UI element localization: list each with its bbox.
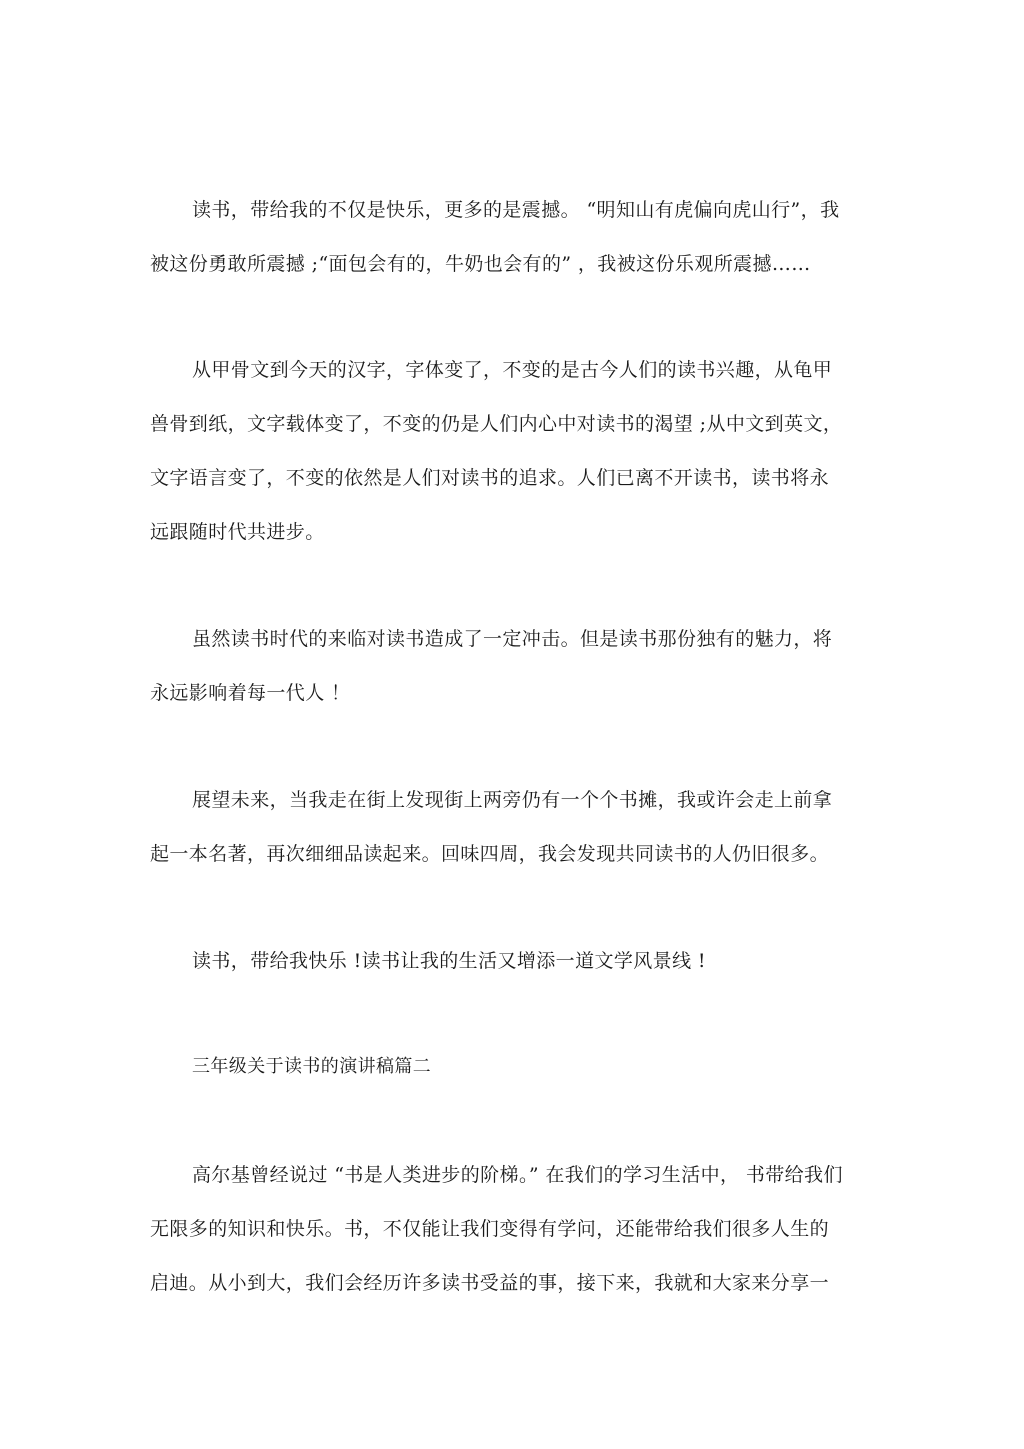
paragraph-2-line-4: 远跟随时代共进步。 [150, 521, 325, 543]
paragraph-2-line-3: 文字语言变了，不变的依然是人们对读书的追求。人们已离不开读书，读书将永 [150, 467, 830, 489]
paragraph-6-line-2: 无限多的知识和快乐。书，不仅能让我们变得有学问，还能带给我们很多人生的 [150, 1218, 830, 1240]
paragraph-1-line-1: 读书，带给我的不仅是快乐，更多的是震撼。 “明知山有虎偏向虎山行”，我 [192, 199, 840, 221]
paragraph-5-line-1: 读书，带给我快乐 !读书让我的生活又增添一道文学风景线 ! [192, 950, 706, 972]
paragraph-3-line-1: 虽然读书时代的来临对读书造成了一定冲击。但是读书那份独有的魅力，将 [192, 628, 833, 650]
paragraph-2-line-1: 从甲骨文到今天的汉字，字体变了，不变的是古今人们的读书兴趣，从龟甲 [192, 359, 833, 381]
paragraph-6-line-3: 启迪。从小到大，我们会经历许多读书受益的事，接下来，我就和大家来分享一 [150, 1272, 830, 1294]
paragraph-4-line-1: 展望未来，当我走在街上发现街上两旁仍有一个个书摊，我或许会走上前拿 [192, 789, 833, 811]
paragraph-4-line-2: 起一本名著，再次细细品读起来。回味四周，我会发现共同读书的人仍旧很多。 [150, 843, 830, 865]
paragraph-3-line-2: 永远影响着每一代人 ！ [150, 682, 351, 704]
paragraph-6-line-1: 高尔基曾经说过 “书是人类进步的阶梯。” 在我们的学习生活中， 书带给我们 [192, 1164, 843, 1186]
section-heading: 三年级关于读书的演讲稿篇二 [192, 1056, 432, 1077]
paragraph-1-line-2: 被这份勇敢所震撼 ;“面包会有的，牛奶也会有的” ，我被这份乐观所震撼…… [150, 253, 811, 275]
paragraph-2-line-2: 兽骨到纸，文字载体变了，不变的仍是人们内心中对读书的渴望 ;从中文到英文， [150, 413, 843, 435]
